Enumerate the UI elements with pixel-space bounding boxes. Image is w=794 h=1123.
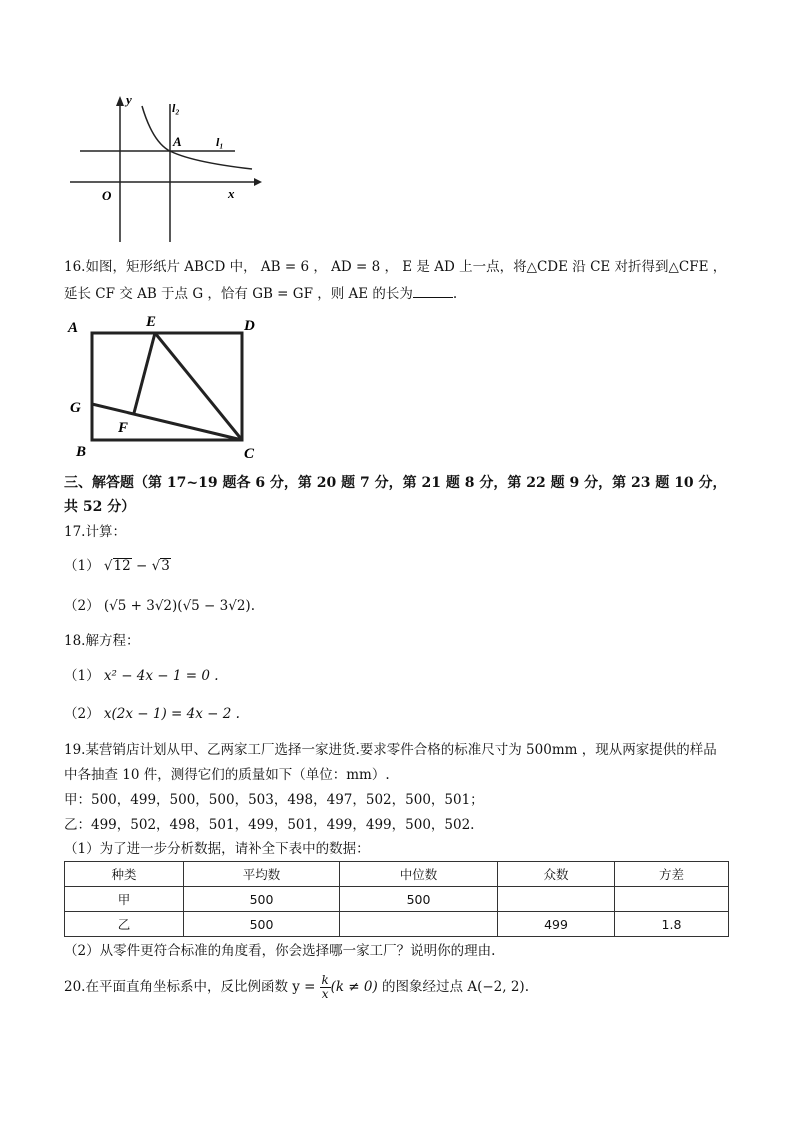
q20-line xyxy=(64,974,529,1001)
q17-p1-radicand-b: 3 xyxy=(161,558,170,574)
x-axis-arrow xyxy=(254,178,262,186)
q17-p2-label: （2） xyxy=(64,598,100,614)
q17-title: 17.计算： xyxy=(64,524,126,540)
y-label: y xyxy=(126,92,132,107)
segment-ef xyxy=(134,333,155,413)
table-cell: 499 xyxy=(498,912,615,937)
q19-line2: 中各抽查 10 件，测得它们的质量如下（单位：mm）. xyxy=(64,767,390,783)
table-header-cell: 平均数 xyxy=(184,862,340,887)
table-cell xyxy=(498,887,615,912)
table-header-cell: 众数 xyxy=(498,862,615,887)
answer-blank xyxy=(413,283,453,298)
fraction-numerator: k xyxy=(321,973,329,987)
q18-part1 xyxy=(64,666,219,686)
q18-p1-expr: x² − 4x − 1 = 0 . xyxy=(103,668,219,684)
q18-p2-expr: x(2x − 1) = 4x − 2 . xyxy=(103,706,240,722)
data-table xyxy=(64,861,729,937)
table-header-row xyxy=(65,862,729,887)
table-cell: 甲 xyxy=(65,887,184,912)
label-g: G xyxy=(70,400,81,416)
q19-line3: 甲：500，499，500，500，503，498，497，502，500，501； xyxy=(64,792,484,808)
q19-line1: 19.某营销店计划从甲、乙两家工厂选择一家进货.要求零件合格的标准尺寸为 500mm ，现从两家提供的样品 xyxy=(64,742,717,758)
label-a: A xyxy=(68,320,79,336)
table-cell xyxy=(615,887,729,912)
segment-ec xyxy=(155,333,242,440)
function-graph xyxy=(60,88,270,248)
label-e: E xyxy=(146,314,157,330)
q18-p2-label: （2） xyxy=(64,706,100,722)
x-label: x xyxy=(228,186,235,201)
q16-line2-text: 延长 CF 交 AB 于点 G ，恰有 GB = GF ，则 AE 的长为 xyxy=(64,286,413,302)
fraction-denominator: x xyxy=(321,987,329,1001)
q17-p1-minus: − xyxy=(131,558,152,574)
q17-p2-expr-a: (√5 + 3√2) xyxy=(103,598,178,614)
y-axis-arrow xyxy=(116,96,124,106)
q17-p1-label: （1） xyxy=(64,558,100,574)
segment-gc xyxy=(92,404,242,440)
table-cell: 500 xyxy=(184,912,340,937)
table-header-cell: 方差 xyxy=(615,862,729,887)
q20-prefix: 20.在平面直角坐标系中，反比例函数 y = xyxy=(64,979,320,995)
q18-part2 xyxy=(64,704,240,724)
q16-line1: 16.如图，矩形纸片 ABCD 中， AB = 6 ， AD = 8 ， E 是 AD 上一点，将△CDE 沿 CE 对折得到△CFE ， xyxy=(64,259,727,275)
sqrt-symbol: √ xyxy=(103,558,113,574)
q19-line5: （1）为了进一步分析数据，请补全下表中的数据： xyxy=(64,841,370,857)
q18-p1-label: （1） xyxy=(64,668,100,684)
q20-condition: (k ≠ 0) xyxy=(330,979,378,995)
hyperbola-curve xyxy=(142,106,252,169)
table-cell xyxy=(340,912,498,937)
section-heading-line2: 共 52 分） xyxy=(64,499,136,515)
q16-line2-end: . xyxy=(452,286,458,302)
table-cell: 500 xyxy=(340,887,498,912)
table-header-cell: 中位数 xyxy=(340,862,498,887)
table-row xyxy=(65,912,729,937)
sqrt-symbol: √ xyxy=(151,558,161,574)
q16-line2 xyxy=(64,283,457,304)
q17-p2-end: . xyxy=(250,598,255,614)
point-a-label: A xyxy=(173,134,182,149)
q19-line4: 乙：499，502，498，501，499，501，499，499，500，502. xyxy=(64,817,475,833)
label-f: F xyxy=(118,420,129,436)
q18-title: 18.解方程： xyxy=(64,633,140,649)
q17-p2-expr-b: (√5 − 3√2) xyxy=(177,598,251,614)
label-d: D xyxy=(244,318,255,334)
table-row xyxy=(65,887,729,912)
label-c: C xyxy=(244,446,255,462)
q17-p1-radicand-a: 12 xyxy=(113,558,131,574)
q17-part1 xyxy=(64,556,171,576)
rectangle-figure xyxy=(60,308,280,468)
table-header-cell: 种类 xyxy=(65,862,184,887)
section-heading-line1: 三、解答题（第 17~19 题各 6 分，第 20 题 7 分，第 21 题 8 分，第 22 题 9 分，第 23 题 10 分， xyxy=(64,475,727,491)
table-cell: 1.8 xyxy=(615,912,729,937)
origin-label: O xyxy=(102,188,112,203)
l2-label: l₂ xyxy=(172,101,180,115)
table-cell: 乙 xyxy=(65,912,184,937)
q19-line6: （2）从零件更符合标准的角度看，你会选择哪一家工厂？说明你的理由. xyxy=(64,943,496,959)
l1-label: l₁ xyxy=(216,135,224,149)
fraction-k-over-x xyxy=(320,974,331,1001)
q17-part2 xyxy=(64,596,255,616)
table-cell: 500 xyxy=(184,887,340,912)
label-b: B xyxy=(76,444,87,460)
q20-suffix: 的图象经过点 A(−2, 2). xyxy=(377,979,529,995)
